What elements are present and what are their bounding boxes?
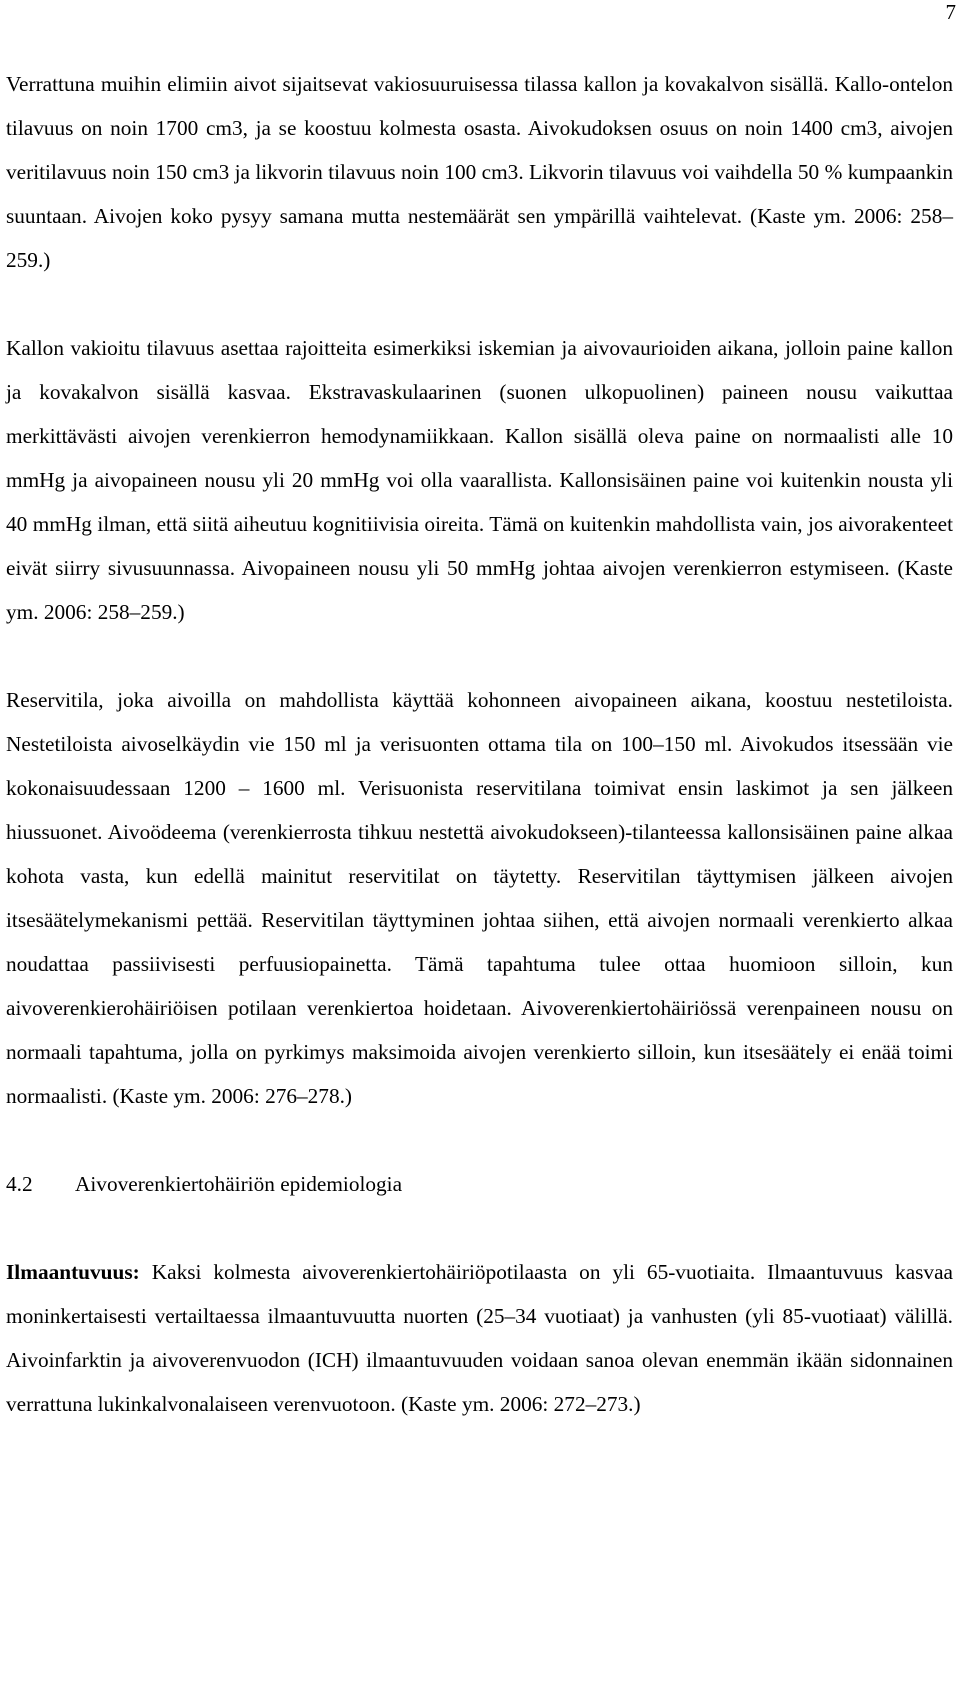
section-title: Aivoverenkiertohäiriön epidemiologia <box>75 1172 403 1196</box>
paragraph-reserve-space: Reservitila, joka aivoilla on mahdollista käyttää kohonneen aivopaineen aikana, koostuu nestetiloista. Nestetiloista aivoselkäydin vie 150 ml ja verisuonten ottama tila on 100–150 ml. Aivokudos itsessään vie kokonaisuudessaan 1200 – 1600 ml. Verisuonista reservitilana toimivat ensin laskimot ja sen jälkeen hiussuonet. Aivoödeema (verenkierrosta tihkuu nestettä aivokudokseen)-tilanteessa kallonsisäinen paine alkaa kohota vasta, kun edellä mainitut reservitilat on täytetty. Reservitilan täyttymisen jälkeen aivojen itsesäätelymekanismi pettää. Reservitilan täyttyminen johtaa siihen, että aivojen normaali verenkierto alkaa noudattaa passiivisesti perfuusiopainetta. Tämä tapahtuma tulee ottaa huomioon silloin, kun aivoverenkierohäiriöisen potilaan verenkiertoa hoidetaan. Aivoverenkiertohäiriössä verenpaineen nousu on normaali tapahtuma, jolla on pyrkimys maksimoida aivojen verenkierto silloin, kun itsesäätely ei enää toimi normaalisti. (Kaste ym. 2006: 276–278.) <box>6 688 953 1108</box>
page-number: 7 <box>945 0 956 24</box>
document-body <box>6 62 953 1426</box>
section-number: 4.2 <box>6 1172 33 1196</box>
paragraph-intracranial-volume: Verrattuna muihin elimiin aivot sijaitsevat vakiosuuruisessa tilassa kallon ja kovakalvon sisällä. Kallo-ontelon tilavuus on noin 1700 cm3, ja se koostuu kolmesta osasta. Aivokudoksen osuus on noin 1400 cm3, aivojen veritilavuus noin 150 cm3 ja likvorin tilavuus noin 100 cm3. Likvorin tilavuus voi vaihdella 50 % kumpaankin suuntaan. Aivojen koko pysyy samana mutta nestemäärät sen ympärillä vaihtelevat. (Kaste ym. 2006: 258–259.) <box>6 72 953 272</box>
section-heading <box>6 1162 953 1206</box>
incidence-label: Ilmaantuvuus: <box>6 1260 140 1284</box>
paragraph-incidence <box>6 1250 953 1426</box>
paragraph-intracranial-pressure: Kallon vakioitu tilavuus asettaa rajoitteita esimerkiksi iskemian ja aivovaurioiden aikana, jolloin paine kallon ja kovakalvon sisällä kasvaa. Ekstravaskulaarinen (suonen ulkopuolinen) paineen nousu vaikuttaa merkittävästi aivojen verenkierron hemodynamiikkaan. Kallon sisällä oleva paine on normaalisti alle 10 mmHg ja aivopaineen nousu yli 20 mmHg voi olla vaarallista. Kallonsisäinen paine voi kuitenkin nousta yli 40 mmHg ilman, että siitä aiheutuu kognitiivisia oireita. Tämä on kuitenkin mahdollista vain, jos aivorakenteet eivät siirry sivusuunnassa. Aivopaineen nousu yli 50 mmHg johtaa aivojen verenkierron estymiseen. (Kaste ym. 2006: 258–259.) <box>6 336 953 624</box>
incidence-text: Kaksi kolmesta aivoverenkiertohäiriöpotilaasta on yli 65-vuotiaita. Ilmaantuvuus kasvaa moninkertaisesti vertailtaessa ilmaantuvuutta nuorten (25–34 vuotiaat) ja vanhusten (yli 85-vuotiaat) välillä. Aivoinfarktin ja aivoverenvuodon (ICH) ilmaantuvuuden voidaan sanoa olevan enemmän ikään sidonnainen verrattuna lukinkalvonalaiseen verenvuotoon. (Kaste ym. 2006: 272–273.) <box>6 1260 953 1416</box>
